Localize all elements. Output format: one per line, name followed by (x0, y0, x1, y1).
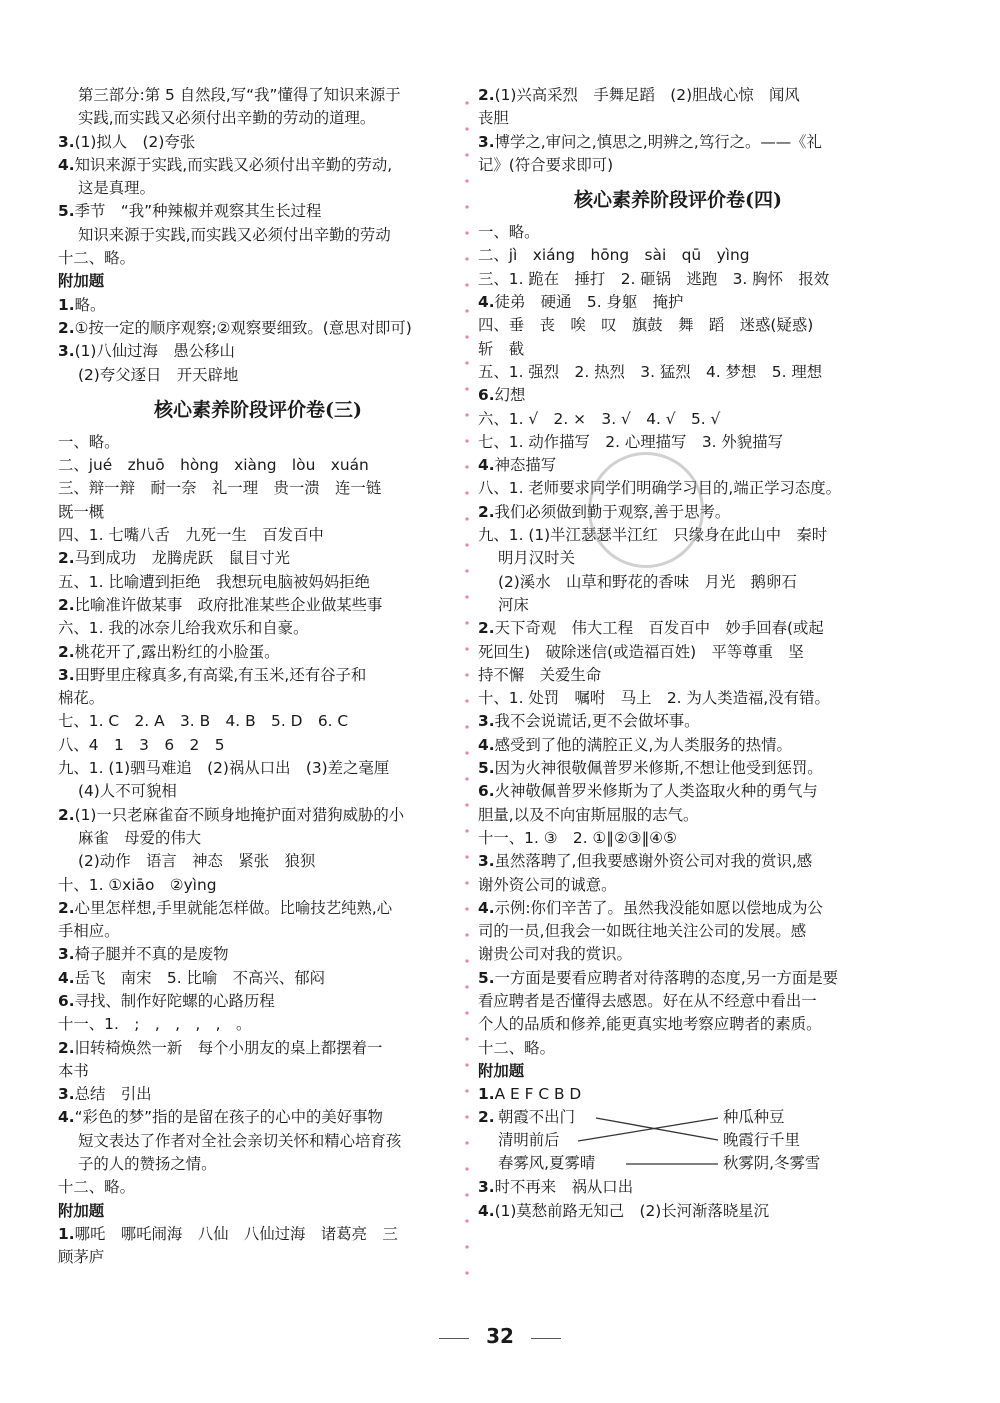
section-title-four: 核心素养阶段评价卷(四) (574, 189, 782, 212)
answer-text: 十二、略。 (58, 249, 135, 268)
answer-line (478, 967, 878, 990)
answer-text: (2)溪水 山草和野花的香味 月光 鹅卵石 (498, 572, 797, 591)
match-left-1: 朝霞不出门 (498, 1108, 575, 1127)
answer-line (58, 340, 458, 363)
item-number: 2. (58, 805, 75, 824)
answer-text: 谢贵公司对我的赏识。 (478, 945, 632, 964)
answer-text: 桃花开了,露出粉红的小脸蛋。 (74, 642, 280, 661)
answer-line (478, 1176, 878, 1199)
answer-text: 短文表达了作者对全社会亲切关怀和精心培育孩 (78, 1131, 402, 1150)
answer-line (58, 107, 458, 130)
item-number: 4. (478, 456, 495, 475)
answer-text: 哪吒 哪吒闹海 八仙 八仙过海 诸葛亮 三 (74, 1224, 398, 1243)
answer-text: 知识来源于实践,而实践又必须付出辛勤的劳动 (78, 225, 391, 244)
proverb-matching (478, 1106, 878, 1176)
answer-line (478, 664, 878, 687)
answer-text: 虽然落聘了,但我要感谢外资公司对我的赏识,感 (494, 852, 813, 871)
answer-text: 比喻准许做某事 政府批准某些企业做某些事 (74, 595, 383, 614)
answer-text: 胆量,以及不向宙斯屈服的志气。 (478, 805, 699, 824)
answer-line (478, 1083, 878, 1106)
answer-line (58, 641, 458, 664)
answer-line (478, 850, 878, 873)
answer-line (58, 1013, 458, 1036)
answer-line (58, 897, 458, 920)
answer-text: 五、1. 比喻遭到拒绝 我想玩电脑被妈妈拒绝 (58, 572, 370, 591)
answer-text: 附加题 (58, 1201, 105, 1220)
answer-text: 幻想 (494, 386, 526, 405)
answer-text: 谢外资公司的诚意。 (478, 875, 617, 894)
answer-text: 子的人的赞扬之情。 (78, 1155, 217, 1174)
answer-line (58, 1223, 458, 1246)
answer-line (58, 224, 458, 247)
answer-line (478, 594, 878, 617)
right-column (478, 84, 878, 1223)
answer-text: 一、略。 (58, 432, 120, 451)
answer-line (58, 454, 458, 477)
answer-text: 心里怎样想,手里就能怎样做。比喻技艺纯熟,心 (74, 898, 393, 917)
answer-text: 田野里庄稼真多,有高粱,有玉米,还有谷子和 (74, 665, 367, 684)
answer-text: (2)夸父逐日 开天辟地 (78, 365, 239, 384)
item-number: 5. (478, 759, 495, 778)
answer-text: 总结 引出 (74, 1085, 152, 1104)
answer-line (58, 1083, 458, 1106)
answer-line (478, 431, 878, 454)
answer-line (58, 617, 458, 640)
answer-text: 神态描写 (494, 456, 557, 475)
answer-line (478, 107, 878, 130)
answer-line (58, 177, 458, 200)
answer-line (478, 920, 878, 943)
answer-text: 十、1. ①xiāo ②yìng (58, 875, 217, 894)
item-number: 4. (478, 1201, 495, 1220)
answer-text: 季节 “我”种辣椒并观察其生长过程 (74, 202, 322, 221)
item-number: 2. (478, 86, 495, 104)
item-number: 1. (58, 295, 75, 314)
item-number: 2. (58, 318, 75, 337)
answer-line (58, 247, 458, 270)
answer-line (58, 804, 458, 827)
footer-dash-right (531, 1338, 561, 1339)
answer-text: 八、1. 老师要求同学们明确学习目的,端正学习态度。 (478, 479, 842, 498)
item-number: 3. (478, 1178, 495, 1197)
answer-text: 三、1. 跪在 捶打 2. 砸锅 逃跑 3. 胸怀 报效 (478, 269, 830, 288)
answer-line (478, 1013, 878, 1036)
item-number: 5. (58, 202, 75, 221)
answer-line (58, 571, 458, 594)
page-number: 32 (486, 1324, 514, 1348)
answer-text: 顾茅庐 (58, 1248, 105, 1267)
answer-line (478, 361, 878, 384)
matching-lines (478, 1106, 878, 1176)
item-number: 3. (58, 1085, 75, 1104)
answer-text: 附加题 (58, 272, 105, 291)
answer-line (58, 757, 458, 780)
answer-text: 徒弟 硬通 5. 身躯 掩护 (494, 293, 684, 312)
answer-text: 这是真理。 (78, 179, 155, 198)
answer-line (58, 850, 458, 873)
answer-line (58, 294, 458, 317)
answer-line (58, 431, 458, 454)
answer-line (58, 317, 458, 340)
answer-text: 椅子腿并不真的是废物 (74, 945, 229, 964)
answer-text: 六、1. √ 2. × 3. √ 4. √ 5. √ (478, 409, 721, 428)
answer-text: 丧胆 (478, 109, 509, 128)
answer-line (58, 920, 458, 943)
item-number: 5. (478, 968, 495, 987)
answer-text: 六、1. 我的冰奈儿给我欢乐和自豪。 (58, 619, 309, 638)
answer-text: 我们必须做到勤于观察,善于思考。 (494, 502, 731, 521)
answer-line (58, 594, 458, 617)
answer-line (58, 1037, 458, 1060)
item-number: 2. (58, 898, 75, 917)
left-answers-part1 (58, 84, 458, 387)
answer-line (58, 967, 458, 990)
answer-line (58, 1060, 458, 1083)
answer-line (58, 477, 458, 500)
answer-line (478, 221, 878, 244)
answer-text: 死回生) 破除迷信(或造福百姓) 平等尊重 坚 (478, 642, 804, 661)
item-number: 1. (58, 1224, 75, 1243)
answer-text: 二、jué zhuō hòng xiàng lòu xuán (58, 456, 369, 475)
right-answers-part1 (478, 84, 878, 177)
answer-line (478, 154, 878, 177)
answer-text: 四、1. 七嘴八舌 九死一生 百发百中 (58, 526, 324, 545)
answer-text: ①按一定的顺序观察;②观察要细致。(意思对即可) (74, 318, 412, 337)
answer-text: “彩色的梦”指的是留在孩子的心中的美好事物 (74, 1108, 383, 1127)
answer-text: 十二、略。 (478, 1038, 555, 1057)
answer-line (58, 664, 458, 687)
answer-line (58, 270, 458, 293)
answer-line (478, 804, 878, 827)
answer-text: A E F C B D (494, 1085, 582, 1104)
answer-line (58, 547, 458, 570)
item-number: 2. (478, 619, 495, 638)
match-left-3: 春雾风,夏雾晴 (498, 1154, 596, 1173)
item-number: 4. (58, 1108, 75, 1127)
item-number: 3. (58, 945, 75, 964)
answer-text: 因为火神很敬佩普罗米修斯,不想让他受到惩罚。 (494, 759, 823, 778)
answer-text: 第三部分:第 5 自然段,写“我”懂得了知识来源于 (78, 86, 401, 104)
item-number: 4. (478, 735, 495, 754)
answer-line (58, 874, 458, 897)
item-number: 1. (478, 1085, 495, 1104)
right-answers-part3 (478, 1176, 878, 1223)
answer-text: 五、1. 强烈 2. 热烈 3. 猛烈 4. 梦想 5. 理想 (478, 362, 823, 381)
answer-text: 九、1. (1)半江瑟瑟半江红 只缘身在此山中 秦时 (478, 526, 828, 545)
item-number: 6. (58, 991, 75, 1010)
answer-text: 时不再来 祸从口出 (494, 1178, 634, 1197)
answer-line (58, 780, 458, 803)
answer-text: 十二、略。 (58, 1178, 135, 1197)
answer-line (478, 84, 878, 107)
left-answers-part2 (58, 431, 458, 1270)
answer-text: 河床 (498, 595, 529, 614)
answer-text: 二、jì xiáng hōng sài qū yìng (478, 246, 750, 265)
answer-text: 麻雀 母爱的伟大 (78, 828, 202, 847)
answer-text: 十、1. 处罚 嘱咐 马上 2. 为人类造福,没有错。 (478, 689, 830, 708)
answer-text: 四、垂 丧 唉 叹 旗鼓 舞 蹈 迷惑(疑惑) (478, 316, 814, 335)
item-number: 6. (478, 386, 495, 405)
answer-text: 棉花。 (58, 689, 105, 708)
footer-dash-left (439, 1338, 469, 1339)
item-number: 4. (58, 968, 75, 987)
answer-line (58, 501, 458, 524)
match-right-1: 种瓜种豆 (723, 1108, 785, 1127)
answer-text: (1)兴高采烈 手舞足蹈 (2)胆战心惊 闻风 (494, 86, 800, 104)
answer-text: 十一、1. ; , , , , 。 (58, 1015, 252, 1034)
answer-line (58, 154, 458, 177)
answer-line (58, 990, 458, 1013)
page-footer (0, 1324, 1000, 1348)
answer-line (478, 897, 878, 920)
column-divider (460, 84, 474, 1279)
answer-text: 司的一员,但我会一如既往地关注公司的发展。感 (478, 922, 807, 941)
answer-text: 个人的品质和修养,能更真实地考察应聘者的素质。 (478, 1015, 822, 1034)
answer-text: 火神敬佩普罗米修斯为了人类盗取火种的勇气与 (494, 782, 818, 801)
answer-text: 知识来源于实践,而实践又必须付出辛勤的劳动, (74, 155, 393, 174)
answer-text: 示例:你们辛苦了。虽然我没能如愿以偿地成为公 (494, 898, 823, 917)
answer-text: (4)人不可貌相 (78, 782, 177, 801)
item-number: 4. (478, 898, 495, 917)
answer-line (58, 131, 458, 154)
item-number: 2. (478, 502, 495, 521)
answer-text: 既一概 (58, 502, 105, 521)
answer-line (478, 244, 878, 267)
answer-line (478, 1060, 878, 1083)
answer-text: 九、1. (1)驷马难追 (2)祸从口出 (3)差之毫厘 (58, 759, 390, 778)
answer-text: 略。 (74, 295, 106, 314)
answer-text: 天下奇观 伟大工程 百发百中 妙手回春(或起 (494, 619, 824, 638)
item-number: 2. (58, 549, 75, 568)
answer-text: 八、4 1 3 6 2 5 (58, 735, 225, 754)
right-answers-part2 (478, 221, 878, 1106)
item-number: 2. (58, 1038, 75, 1057)
answer-text: 七、1. 动作描写 2. 心理描写 3. 外貌描写 (478, 432, 783, 451)
answer-text: 附加题 (478, 1061, 525, 1080)
answer-line (478, 268, 878, 291)
answer-line (478, 874, 878, 897)
answer-line (58, 364, 458, 387)
answer-line (478, 734, 878, 757)
answer-line (478, 338, 878, 361)
answer-text: (1)一只老麻雀奋不顾身地掩护面对猎狗威胁的小 (74, 805, 405, 824)
answer-line (478, 408, 878, 431)
answer-line (58, 1106, 458, 1129)
answer-line (478, 1200, 878, 1223)
answer-text: 一方面是要看应聘者对待落聘的态度,另一方面是要 (494, 968, 839, 987)
answer-line (58, 1200, 458, 1223)
matching-number: 2. (478, 1108, 495, 1127)
answer-line (478, 943, 878, 966)
match-left-2: 清明前后 (498, 1131, 560, 1150)
answer-text: 感受到了他的满腔正义,为人类服务的热情。 (494, 735, 792, 754)
answer-text: 旧转椅焕然一新 每个小朋友的桌上都摆着一 (74, 1038, 383, 1057)
answer-text: 持不懈 关爱生命 (478, 665, 602, 684)
answer-text: (2)动作 语言 神态 紧张 狼狈 (78, 852, 316, 871)
answer-line (58, 84, 458, 107)
answer-text: 七、1. C 2. A 3. B 4. B 5. D 6. C (58, 712, 349, 731)
item-number: 4. (478, 293, 495, 312)
answer-line (58, 943, 458, 966)
item-number: 2. (58, 595, 75, 614)
answer-text: 岳飞 南宋 5. 比喻 不高兴、郁闷 (74, 968, 325, 987)
answer-line (478, 710, 878, 733)
answer-line (58, 524, 458, 547)
stamp-seal (588, 452, 704, 568)
match-line-2 (578, 1118, 718, 1141)
answer-text: 记》(符合要求即可) (478, 155, 614, 174)
answer-text: 斩 截 (478, 339, 525, 358)
item-number: 3. (478, 132, 495, 151)
answer-line (478, 641, 878, 664)
answer-line (478, 384, 878, 407)
answer-text: 手相应。 (58, 922, 120, 941)
answer-line (478, 990, 878, 1013)
answer-line (478, 571, 878, 594)
answer-text: 三、辩一辩 耐一奈 礼一理 贵一溃 连一链 (58, 479, 382, 498)
answer-text: 马到成功 龙腾虎跃 鼠目寸光 (74, 549, 291, 568)
item-number: 3. (478, 852, 495, 871)
answer-line (58, 710, 458, 733)
answer-text: 我不会说谎话,更不会做坏事。 (494, 712, 700, 731)
answer-line (478, 131, 878, 154)
answer-text: 一、略。 (478, 223, 540, 242)
item-number: 4. (58, 155, 75, 174)
answer-line (58, 1130, 458, 1153)
answer-text: 博学之,审问之,慎思之,明辨之,笃行之。——《礼 (494, 132, 822, 151)
answer-text: (1)拟人 (2)夸张 (74, 132, 196, 151)
match-right-3: 秋雾阴,冬雾雪 (723, 1154, 821, 1173)
answer-line (478, 314, 878, 337)
answer-line (58, 1176, 458, 1199)
answer-line (58, 200, 458, 223)
answer-text: 明月汉时关 (498, 549, 575, 568)
item-number: 3. (58, 132, 75, 151)
answer-line (478, 687, 878, 710)
answer-text: (1)八仙过海 愚公移山 (74, 342, 235, 361)
item-number: 6. (478, 782, 495, 801)
answer-line (58, 1153, 458, 1176)
answer-line (478, 291, 878, 314)
answer-line (478, 1037, 878, 1060)
answer-line (58, 687, 458, 710)
answer-text: 本书 (58, 1061, 89, 1080)
answer-text: 实践,而实践又必须付出辛勤的劳动的道理。 (78, 109, 376, 128)
answer-line (58, 827, 458, 850)
section-title-three: 核心素养阶段评价卷(三) (154, 398, 362, 421)
answer-text: 看应聘者是否懂得去感恩。好在从不经意中看出一 (478, 991, 817, 1010)
item-number: 2. (58, 642, 75, 661)
answer-line (58, 1246, 458, 1269)
answer-line (58, 734, 458, 757)
answer-text: 寻找、制作好陀螺的心路历程 (74, 991, 275, 1010)
answer-line (478, 617, 878, 640)
item-number: 3. (58, 665, 75, 684)
left-column (58, 84, 458, 1270)
match-right-2: 晚霞行千里 (723, 1131, 800, 1150)
answer-line (478, 757, 878, 780)
answer-line (478, 827, 878, 850)
item-number: 3. (478, 712, 495, 731)
answer-text: (1)莫愁前路无知己 (2)长河渐落晓星沉 (494, 1201, 770, 1220)
answer-text: 十一、1. ③ 2. ①‖②③‖④⑤ (478, 828, 677, 847)
item-number: 3. (58, 342, 75, 361)
answer-line (478, 780, 878, 803)
